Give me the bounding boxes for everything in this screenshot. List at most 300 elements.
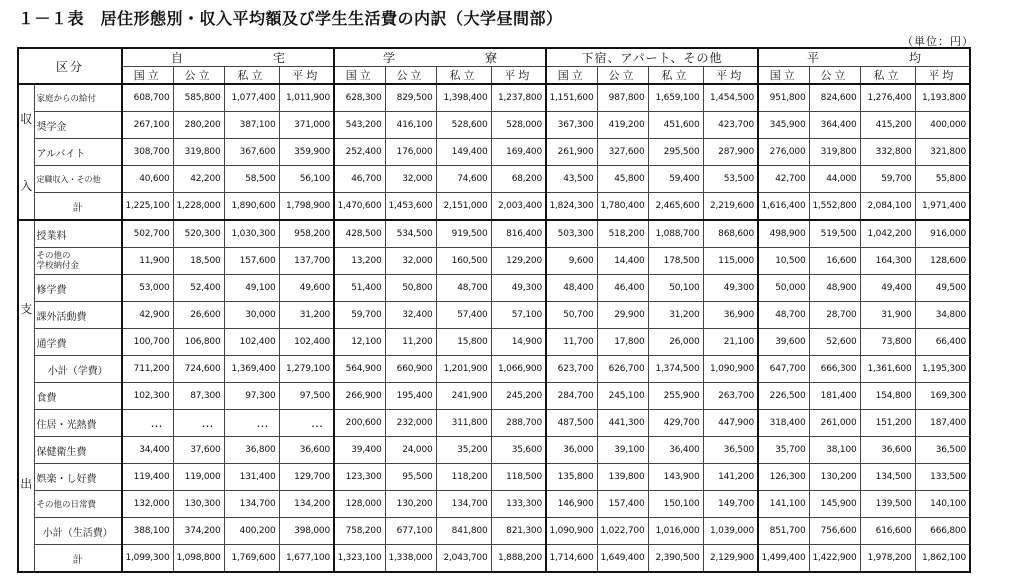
table-cell: 1,099,300 [122,545,173,573]
table-cell: 130,200 [385,491,436,518]
table-cell: 423,700 [703,112,758,139]
table-cell: 647,700 [758,356,809,383]
row-label: 小計（生活費） [34,518,122,545]
table-cell: 1,066,900 [491,356,546,383]
table-cell: 46,400 [597,275,648,302]
table-cell: 102,300 [122,383,173,410]
table-cell: 119,000 [173,464,224,491]
row-label: 住居・光熱費 [34,410,122,437]
table-cell: 149,700 [703,491,758,518]
table-cell: 74,600 [436,166,491,193]
table-cell: 30,000 [224,302,279,329]
table-cell: 868,600 [703,220,758,248]
table-cell: 97,300 [224,383,279,410]
side-char: 入 [20,179,33,193]
table-cell: 126,300 [758,464,809,491]
table-cell: 1,769,600 [224,545,279,573]
table-cell: 49,100 [224,275,279,302]
table-cell: 419,200 [597,112,648,139]
table-cell: 40,600 [122,166,173,193]
table-cell: 35,700 [758,437,809,464]
table-cell: 958,200 [279,220,334,248]
table-cell: 487,500 [546,410,597,437]
table-cell: 626,700 [597,356,648,383]
table-cell: 585,800 [173,84,224,112]
table-cell: 48,700 [758,302,809,329]
table-cell: 146,900 [546,491,597,518]
table-cell: 416,100 [385,112,436,139]
table-cell: 58,500 [224,166,279,193]
table-cell: 169,400 [491,139,546,166]
table-cell: 141,200 [703,464,758,491]
table-cell: 48,400 [546,275,597,302]
table-cell: 387,100 [224,112,279,139]
table-cell: 129,200 [491,248,546,275]
table-cell: 400,000 [915,112,970,139]
table-cell: 36,800 [224,437,279,464]
header-sub-row [18,67,970,85]
table-cell: 758,200 [334,518,385,545]
table-cell: 503,300 [546,220,597,248]
sub-header: 公立 [173,67,224,85]
table-cell: 367,600 [224,139,279,166]
table-cell: 824,600 [809,84,860,112]
table-cell: 14,400 [597,248,648,275]
table-cell: 1,780,400 [597,193,648,221]
table-cell: 36,000 [546,437,597,464]
table-cell: 951,800 [758,84,809,112]
table-cell: 1,677,100 [279,545,334,573]
table-cell: 35,600 [491,437,546,464]
side-char: 収 [20,112,33,126]
table-cell: 36,600 [279,437,334,464]
table-cell: 1,454,500 [703,84,758,112]
table-cell: 48,700 [436,275,491,302]
table-cell: 45,800 [597,166,648,193]
table-cell: 1,862,100 [915,545,970,573]
table-cell: 756,600 [809,518,860,545]
table-cell: 1,090,900 [703,356,758,383]
table-cell: 1,193,800 [915,84,970,112]
table-cell: 711,200 [122,356,173,383]
table-cell: 16,600 [809,248,860,275]
table-cell: 132,000 [122,491,173,518]
table-cell: 1,978,200 [860,545,915,573]
table-cell: 520,300 [173,220,224,248]
table-cell: 46,700 [334,166,385,193]
table-cell: 916,000 [915,220,970,248]
table-cell: 106,800 [173,329,224,356]
table-cell: 95,500 [385,464,436,491]
table-cell: 367,300 [546,112,597,139]
table-cell: 102,400 [279,329,334,356]
table-cell: 36,500 [703,437,758,464]
table-cell: 134,500 [860,464,915,491]
group-header-dorm: 学寮 [334,48,546,67]
table-cell: 263,700 [703,383,758,410]
table-cell: 139,800 [597,464,648,491]
row-label: その他の日常費 [34,491,122,518]
table-cell: 11,900 [122,248,173,275]
table-cell: … [122,410,173,437]
table-cell: 255,900 [648,383,703,410]
table-cell: 428,500 [334,220,385,248]
table-cell: 32,400 [385,302,436,329]
table-cell: 131,400 [224,464,279,491]
table-cell: 39,400 [334,437,385,464]
table-cell: 1,798,900 [279,193,334,221]
side-char: 支 [20,302,33,316]
sub-header: 国立 [546,67,597,85]
table-cell: 280,200 [173,112,224,139]
sub-header: 私立 [224,67,279,85]
table-cell: 332,800 [860,139,915,166]
table-cell: 1,225,100 [122,193,173,221]
table-cell: 53,500 [703,166,758,193]
corner-header: 区分 [18,48,122,84]
table-cell: 608,700 [122,84,173,112]
table-cell: 660,900 [385,356,436,383]
table-cell: 677,100 [385,518,436,545]
table-cell: 1,022,700 [597,518,648,545]
table-cell: 321,800 [915,139,970,166]
table-cell: 49,400 [860,275,915,302]
table-cell: 32,000 [385,166,436,193]
row-label: 計 [34,193,122,221]
table-cell: 429,700 [648,410,703,437]
table-cell: 11,700 [546,329,597,356]
table-cell: 37,600 [173,437,224,464]
table-cell: 415,200 [860,112,915,139]
row-label: 保健衛生費 [34,437,122,464]
table-cell: 543,200 [334,112,385,139]
table-cell: 12,100 [334,329,385,356]
row-label: 修学費 [34,275,122,302]
table-cell: 73,800 [860,329,915,356]
table-cell: 2,003,400 [491,193,546,221]
side-char: 出 [20,477,33,491]
table-cell: 43,500 [546,166,597,193]
table-cell: 34,800 [915,302,970,329]
table-cell: 1,195,300 [915,356,970,383]
sub-header: 私立 [436,67,491,85]
table-cell: 371,000 [279,112,334,139]
row-label-line: その他の [36,251,71,261]
table-cell: 261,900 [546,139,597,166]
table-cell: 528,600 [436,112,491,139]
table-cell: 364,400 [809,112,860,139]
table-cell: 616,600 [860,518,915,545]
side-label-income [18,84,34,220]
table-cell: … [224,410,279,437]
table-cell: 288,700 [491,410,546,437]
sub-header: 国立 [122,67,173,85]
table-cell: 374,200 [173,518,224,545]
table-cell: 447,900 [703,410,758,437]
table-cell: 2,465,600 [648,193,703,221]
table-cell: 31,200 [279,302,334,329]
table-cell: 169,300 [915,383,970,410]
table-cell: 498,900 [758,220,809,248]
table-cell: 68,200 [491,166,546,193]
table-cell: 451,600 [648,112,703,139]
sub-header: 私立 [648,67,703,85]
table-cell: 318,400 [758,410,809,437]
table-cell: 134,200 [279,491,334,518]
table-cell: 157,400 [597,491,648,518]
table-cell: 118,500 [491,464,546,491]
table-cell: 130,200 [809,464,860,491]
table-cell: 564,900 [334,356,385,383]
table-cell: 1,714,600 [546,545,597,573]
table-cell: 1,030,300 [224,220,279,248]
table-cell: 115,000 [703,248,758,275]
table-cell: 1,470,600 [334,193,385,221]
table-cell: 319,800 [809,139,860,166]
row-label: 課外活動費 [34,302,122,329]
sub-header: 公立 [385,67,436,85]
table-cell: 441,300 [597,410,648,437]
table-cell: 57,400 [436,302,491,329]
table-cell: 21,100 [703,329,758,356]
table-cell: 24,000 [385,437,436,464]
table-cell: 102,400 [224,329,279,356]
table-cell: 308,700 [122,139,173,166]
sub-header: 国立 [334,67,385,85]
table-cell: 261,000 [809,410,860,437]
table-cell: 851,700 [758,518,809,545]
side-label-expense [18,220,34,572]
table-cell: 295,500 [648,139,703,166]
table-cell: 50,100 [648,275,703,302]
table-cell: 135,800 [546,464,597,491]
table-cell: 36,400 [648,437,703,464]
table-cell: 50,700 [546,302,597,329]
table-cell: 13,200 [334,248,385,275]
row-label: 娯楽・し好費 [34,464,122,491]
table-cell: 59,700 [334,302,385,329]
row-label: 計 [34,545,122,573]
table-cell: … [279,410,334,437]
table-cell: 1,088,700 [648,220,703,248]
table-cell: 1,552,800 [809,193,860,221]
table-cell: 119,400 [122,464,173,491]
table-cell: 134,700 [224,491,279,518]
table-cell: 1,039,000 [703,518,758,545]
table-cell: 1,011,900 [279,84,334,112]
table-cell: 38,100 [809,437,860,464]
table-cell: 59,400 [648,166,703,193]
table-cell: 1,338,000 [385,545,436,573]
sub-header: 国立 [758,67,809,85]
table-cell: 1,361,600 [860,356,915,383]
table-cell: 133,500 [915,464,970,491]
sub-header: 私立 [860,67,915,85]
table-cell: 36,500 [915,437,970,464]
table-cell: 157,600 [224,248,279,275]
table-cell: 1,098,800 [173,545,224,573]
table-cell: 816,400 [491,220,546,248]
row-label: 小計（学費） [34,356,122,383]
table-cell: 821,300 [491,518,546,545]
table-cell: 327,600 [597,139,648,166]
table-cell: 176,000 [385,139,436,166]
table-cell: 11,200 [385,329,436,356]
row-label: 授業料 [34,220,122,248]
sub-header: 公立 [597,67,648,85]
table-cell: 666,800 [915,518,970,545]
sub-header: 公立 [809,67,860,85]
table-cell: 34,400 [122,437,173,464]
table-cell: 31,200 [648,302,703,329]
page-title: １－１表 居住形態別・収入平均額及び学生生活費の内訳（大学昼間部） [18,9,563,28]
table-cell: 52,400 [173,275,224,302]
sub-header: 平均 [491,67,546,85]
sub-header: 平均 [703,67,758,85]
table-cell: 287,900 [703,139,758,166]
table-cell: 519,500 [809,220,860,248]
table-cell: 1,890,600 [224,193,279,221]
table-cell: 164,300 [860,248,915,275]
table-cell: 123,300 [334,464,385,491]
table-cell: 39,100 [597,437,648,464]
table-cell: 284,700 [546,383,597,410]
table-cell: 154,800 [860,383,915,410]
table-cell: 160,500 [436,248,491,275]
table-cell: 245,100 [597,383,648,410]
table-cell: 48,900 [809,275,860,302]
table-cell: 623,700 [546,356,597,383]
table-cell: 9,600 [546,248,597,275]
table-cell: 1,453,600 [385,193,436,221]
table-cell: 55,800 [915,166,970,193]
table-cell: 31,900 [860,302,915,329]
table-cell: 52,600 [809,329,860,356]
table-cell: 15,800 [436,329,491,356]
table-cell: 49,600 [279,275,334,302]
table-cell: 56,100 [279,166,334,193]
group-header-lodging: 下宿、アパート、その他 [546,48,758,67]
table-cell: 666,300 [809,356,860,383]
table-cell: 1,016,000 [648,518,703,545]
table-cell: 145,900 [809,491,860,518]
table-cell: 1,824,300 [546,193,597,221]
table-cell: 29,900 [597,302,648,329]
table-cell: 42,200 [173,166,224,193]
row-label: 定職収入・その他 [34,166,122,193]
table-cell: 919,500 [436,220,491,248]
table-cell: … [173,410,224,437]
unit-label: （単位：円） [902,35,974,48]
table-cell: 44,000 [809,166,860,193]
table-cell: 128,600 [915,248,970,275]
table-cell: 57,100 [491,302,546,329]
table-cell: 534,500 [385,220,436,248]
table-cell: 1,398,400 [436,84,491,112]
table-cell: 628,300 [334,84,385,112]
table-cell: 141,100 [758,491,809,518]
table-cell: 829,500 [385,84,436,112]
table-cell: 139,500 [860,491,915,518]
table-cell: 133,300 [491,491,546,518]
table-cell: 502,700 [122,220,173,248]
table-cell: 319,800 [173,139,224,166]
table-cell: 1,201,900 [436,356,491,383]
table-cell: 1,276,400 [860,84,915,112]
table-cell: 266,900 [334,383,385,410]
table-cell: 53,000 [122,275,173,302]
table-cell: 1,279,100 [279,356,334,383]
table-cell: 130,300 [173,491,224,518]
row-label: 奨学金 [34,112,122,139]
table-cell: 1,374,500 [648,356,703,383]
table-cell: 128,000 [334,491,385,518]
table-cell: 140,100 [915,491,970,518]
table-cell: 226,500 [758,383,809,410]
row-label-line: 学校納付金 [36,261,80,271]
table-cell: 49,300 [703,275,758,302]
table-cell: 59,700 [860,166,915,193]
table-cell: 49,500 [915,275,970,302]
table-cell: 1,649,400 [597,545,648,573]
table-cell: 26,000 [648,329,703,356]
table-cell: 18,500 [173,248,224,275]
table-cell: 17,800 [597,329,648,356]
table-cell: 1,042,200 [860,220,915,248]
table-cell: 518,200 [597,220,648,248]
table-cell: 1,323,100 [334,545,385,573]
row-label: 食費 [34,383,122,410]
data-table [17,47,971,573]
table-cell: 232,000 [385,410,436,437]
table-cell: 245,200 [491,383,546,410]
table-cell: 35,200 [436,437,491,464]
table-cell: 49,300 [491,275,546,302]
table-cell: 311,800 [436,410,491,437]
table-cell: 398,000 [279,518,334,545]
header-group-row [18,48,970,67]
sub-header: 平均 [915,67,970,85]
row-label [34,248,122,275]
table-cell: 66,400 [915,329,970,356]
table-cell: 345,900 [758,112,809,139]
table-cell: 528,000 [491,112,546,139]
table-cell: 2,219,600 [703,193,758,221]
table-cell: 388,100 [122,518,173,545]
table-cell: 1,090,900 [546,518,597,545]
table-cell: 1,499,400 [758,545,809,573]
table-cell: 1,237,800 [491,84,546,112]
table-cell: 2,390,500 [648,545,703,573]
table-cell: 2,043,700 [436,545,491,573]
table-cell: 359,900 [279,139,334,166]
row-label: 家庭からの給付 [34,84,122,112]
table-cell: 1,422,900 [809,545,860,573]
table-cell: 97,500 [279,383,334,410]
table-cell: 42,900 [122,302,173,329]
table-cell: 1,077,400 [224,84,279,112]
table-cell: 252,400 [334,139,385,166]
table-cell: 1,616,400 [758,193,809,221]
table-cell: 51,400 [334,275,385,302]
table-cell: 36,600 [860,437,915,464]
row-label: 通学費 [34,329,122,356]
table-cell: 39,600 [758,329,809,356]
table-cell: 2,151,000 [436,193,491,221]
table-cell: 178,500 [648,248,703,275]
table-cell: 10,500 [758,248,809,275]
table-cell: 118,200 [436,464,491,491]
